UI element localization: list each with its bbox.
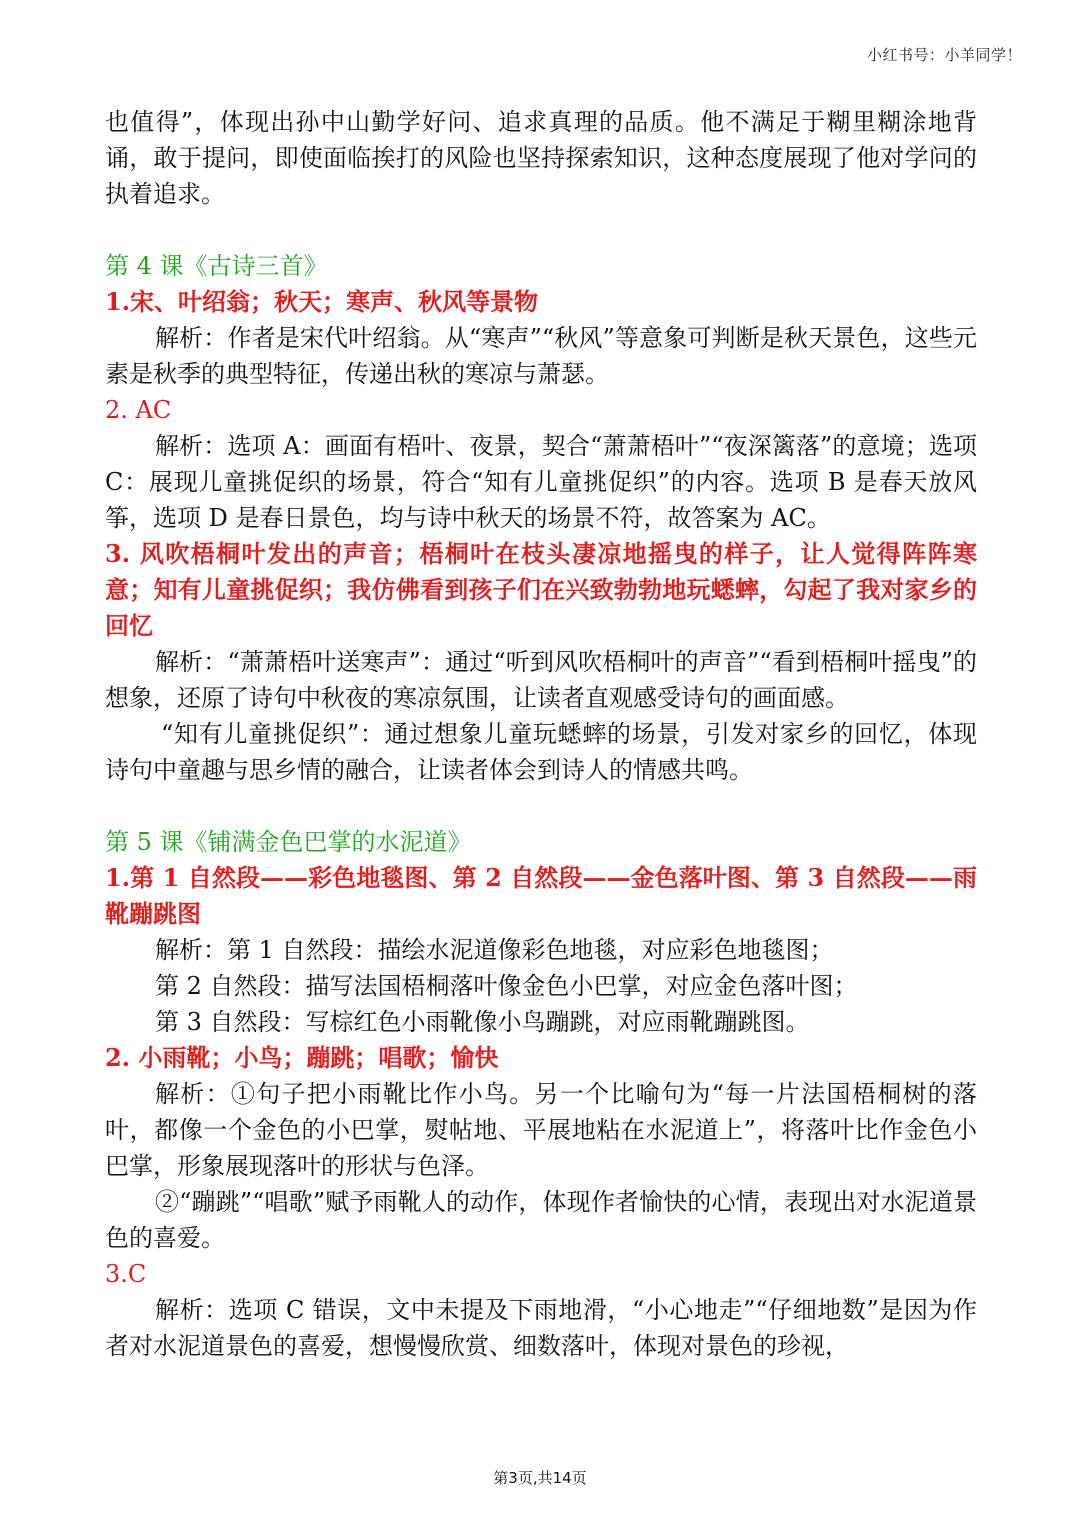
lesson4-explanation-3a: 解析：“萧萧梧叶送寒声”：通过“听到风吹梧桐叶的声音”“看到梧桐叶摇曳”的想象，还原了诗句中秋夜的寒凉氛围，让读者直观感受诗句的画面感。: [105, 648, 977, 712]
lesson5-explanation-3: 解析：选项 C 错误，文中未提及下雨地滑，“小心地走”“仔细地数”是因为作者对水泥道景色的喜爱，想慢慢欣赏、细数落叶，体现对景色的珍视，: [105, 1296, 977, 1360]
lesson4-explanation-3b: “知有儿童挑促织”：通过想象儿童玩蟋蟀的场景，引发对家乡的回忆，体现诗句中童趣与思乡情的融合，让读者体会到诗人的情感共鸣。: [105, 720, 977, 784]
document-body: [105, 104, 977, 1364]
lesson5-explanation-1c: 第 3 自然段：写棕红色小雨靴像小鸟蹦跳，对应雨靴蹦跳图。: [155, 1008, 810, 1036]
lesson5-title: 第 5 课《铺满金色巴掌的水泥道》: [105, 828, 472, 856]
lesson5-explanation-2b: ②“蹦跳”“唱歌”赋予雨靴人的动作，体现作者愉快的心情，表现出对水泥道景色的喜爱。: [105, 1188, 977, 1252]
lesson5-explanation-1b: 第 2 自然段：描写法国梧桐落叶像金色小巴掌，对应金色落叶图；: [155, 972, 858, 1000]
watermark: 小红书号：小羊同学！: [866, 46, 1022, 64]
lesson4-title: 第 4 课《古诗三首》: [105, 252, 328, 280]
lesson4-answer-1: 1.宋、叶绍翁；秋天；寒声、秋风等景物: [105, 287, 539, 316]
page-number: 第3页,共14页: [493, 1469, 587, 1487]
lesson4-answer-3: 3. 风吹梧桐叶发出的声音；梧桐叶在枝头凄凉地摇曳的样子，让人觉得阵阵寒意；知有儿童挑促织；我仿佛看到孩子们在兴致勃勃地玩蟋蟀，勾起了我对家乡的回忆: [105, 539, 977, 640]
lesson5-explanation-1a: 解析：第 1 自然段：描绘水泥道像彩色地毯，对应彩色地毯图；: [155, 936, 834, 964]
lesson5-answer-1: 1.第 1 自然段——彩色地毯图、第 2 自然段——金色落叶图、第 3 自然段——雨靴蹦跳图: [105, 863, 977, 928]
lesson4-explanation-2: 解析：选项 A：画面有梧叶、夜景，契合“萧萧梧叶”“夜深篱落”的意境；选项 C：展现儿童挑促织的场景，符合“知有儿童挑促织”的内容。选项 B 是春天放风筝，选项 D 是春日景色，均与诗中秋天的场景不符，故答案为 AC。: [105, 432, 977, 532]
lesson5-answer-3: 3.C: [105, 1260, 147, 1288]
lesson5-answer-2: 2. 小雨靴；小鸟；蹦跳；唱歌；愉快: [105, 1043, 499, 1072]
spacer: [105, 212, 977, 248]
lesson4-explanation-1: 解析：作者是宋代叶绍翁。从“寒声”“秋风”等意象可判断是秋天景色，这些元素是秋季的典型特征，传递出秋的寒凉与萧瑟。: [105, 324, 977, 388]
intro-paragraph: 也值得”，体现出孙中山勤学好问、追求真理的品质。他不满足于糊里糊涂地背诵，敢于提问，即使面临挨打的风险也坚持探索知识，这种态度展现了他对学问的执着追求。: [105, 108, 977, 208]
lesson5-explanation-2a: 解析：①句子把小雨靴比作小鸟。另一个比喻句为“每一片法国梧桐树的落叶，都像一个金色的小巴掌，熨帖地、平展地粘在水泥道上”，将落叶比作金色小巴掌，形象展现落叶的形状与色泽。: [105, 1080, 977, 1180]
lesson4-answer-2: 2. AC: [105, 396, 172, 424]
spacer: [105, 788, 977, 824]
